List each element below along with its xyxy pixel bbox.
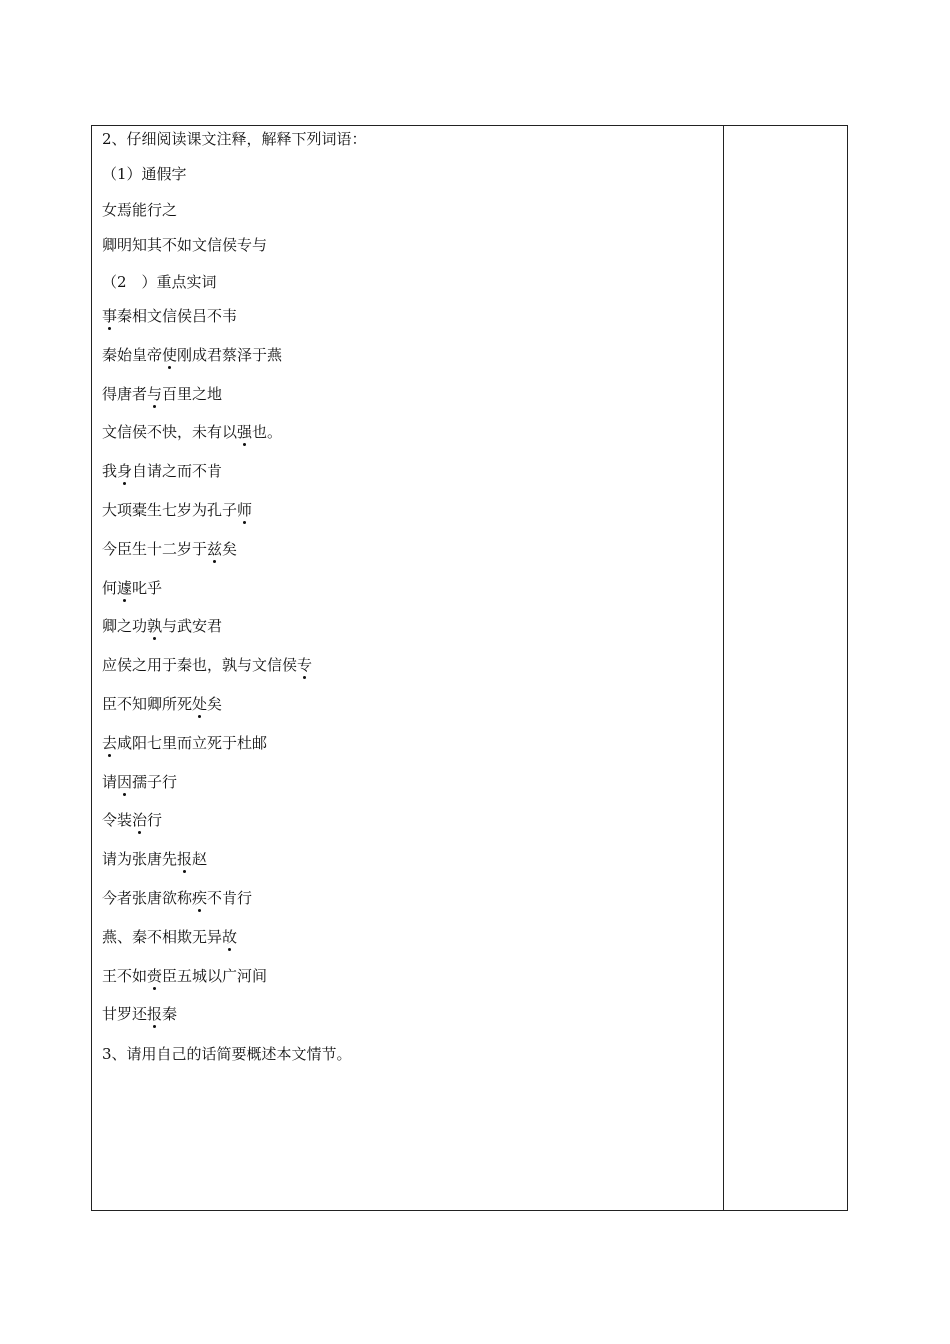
line-text-after: 行 <box>147 811 163 830</box>
line-text-before: 今者张唐欲称 <box>102 889 193 907</box>
line-text-before: 请为张唐先 <box>102 850 178 869</box>
emphasized-word: 赍 <box>147 966 163 985</box>
line-text-before: 文信侯不快，未有以 <box>102 423 238 442</box>
line-text-after: 叱乎 <box>132 578 163 597</box>
line-text-after: 臣五城以广河间 <box>162 966 268 985</box>
key-word-line <box>102 306 237 326</box>
line-text-before: 令装 <box>102 811 133 830</box>
emphasized-word: 专 <box>297 656 313 675</box>
line-text-before: 应侯之用于秦也，孰与文信侯 <box>102 656 298 675</box>
line-text-after: 不肯行 <box>207 889 253 907</box>
emphasized-word: 去 <box>102 733 118 752</box>
tongjia-line-1: 女焉能行之 <box>102 201 178 219</box>
line-text-before: 得唐者 <box>102 384 148 403</box>
line-text-before: 卿之功 <box>102 617 148 636</box>
line-text-after: 也。 <box>252 423 283 442</box>
emphasized-word: 疾 <box>192 889 208 907</box>
line-text-before: 何 <box>102 578 118 597</box>
emphasized-word: 事 <box>102 307 118 325</box>
key-word-line <box>102 927 237 947</box>
question-3-heading: 3、请用自己的话简要概述本文情节。 <box>102 1045 352 1063</box>
key-word-line <box>102 966 267 986</box>
tongjia-line-2: 卿明知其不如文信侯专与 <box>102 236 268 254</box>
emphasized-word: 强 <box>237 423 253 442</box>
line-text-after: 咸阳七里而立死于杜邮 <box>117 733 268 752</box>
key-word-line <box>102 422 282 442</box>
emphasized-word: 使 <box>162 345 178 364</box>
emphasized-word: 因 <box>117 772 133 791</box>
line-text-after: 孺子行 <box>132 772 178 791</box>
line-text-after: 秦相文信侯吕不韦 <box>117 307 238 325</box>
emphasized-word: 治 <box>132 811 148 830</box>
line-text-after: 自请之而不肯 <box>132 462 223 481</box>
section-key-words: （2 ）重点实词 <box>102 273 217 291</box>
key-word-line <box>102 694 222 714</box>
emphasized-word: 处 <box>192 695 208 713</box>
line-text-after: 矣 <box>222 539 238 558</box>
line-text-after: 刚成君蔡泽于燕 <box>177 345 283 364</box>
emphasized-word: 孰 <box>147 617 163 636</box>
line-text-before: 燕、秦不相欺无异 <box>102 927 223 946</box>
key-word-line <box>102 384 222 404</box>
line-text-after: 百里之地 <box>162 384 223 403</box>
emphasized-word: 与 <box>147 384 163 403</box>
key-word-line <box>102 772 177 792</box>
key-word-line <box>102 500 252 520</box>
emphasized-word: 遽 <box>117 578 133 597</box>
key-word-line <box>102 1004 177 1024</box>
key-word-line <box>102 539 237 559</box>
line-text-before: 请 <box>102 772 118 791</box>
worksheet-table <box>91 125 848 1211</box>
key-word-line <box>102 461 222 481</box>
emphasized-word: 故 <box>222 927 238 946</box>
key-word-line <box>102 849 207 869</box>
emphasized-word: 身 <box>117 462 133 481</box>
line-text-before: 大项橐生七岁为孔子 <box>102 501 238 519</box>
notes-column <box>724 126 847 1210</box>
line-text-after: 与武安君 <box>162 617 223 636</box>
key-word-line <box>102 733 267 753</box>
line-text-after: 秦 <box>162 1005 178 1024</box>
section-tongjiazi: （1）通假字 <box>102 165 187 183</box>
line-text-before: 王不如 <box>102 966 148 985</box>
line-text-before: 今臣生十二岁于 <box>102 539 208 558</box>
line-text-before: 我 <box>102 462 118 481</box>
key-word-line <box>102 578 162 598</box>
line-text-before: 秦始皇帝 <box>102 345 163 364</box>
emphasized-word: 报 <box>177 850 193 869</box>
question-2-heading: 2、仔细阅读课文注释，解释下列词语： <box>102 130 367 148</box>
emphasized-word: 兹 <box>207 539 223 558</box>
emphasized-word: 报 <box>147 1005 163 1024</box>
main-column <box>92 126 724 1210</box>
key-word-line <box>102 616 222 636</box>
line-text-after: 赵 <box>192 850 208 869</box>
line-text-before: 臣不知卿所死 <box>102 695 193 713</box>
key-word-line <box>102 345 282 365</box>
emphasized-word: 师 <box>237 501 253 519</box>
key-word-line <box>102 810 162 830</box>
key-word-line <box>102 888 252 908</box>
line-text-before: 甘罗还 <box>102 1005 148 1024</box>
key-word-line <box>102 655 312 675</box>
line-text-after: 矣 <box>207 695 223 713</box>
